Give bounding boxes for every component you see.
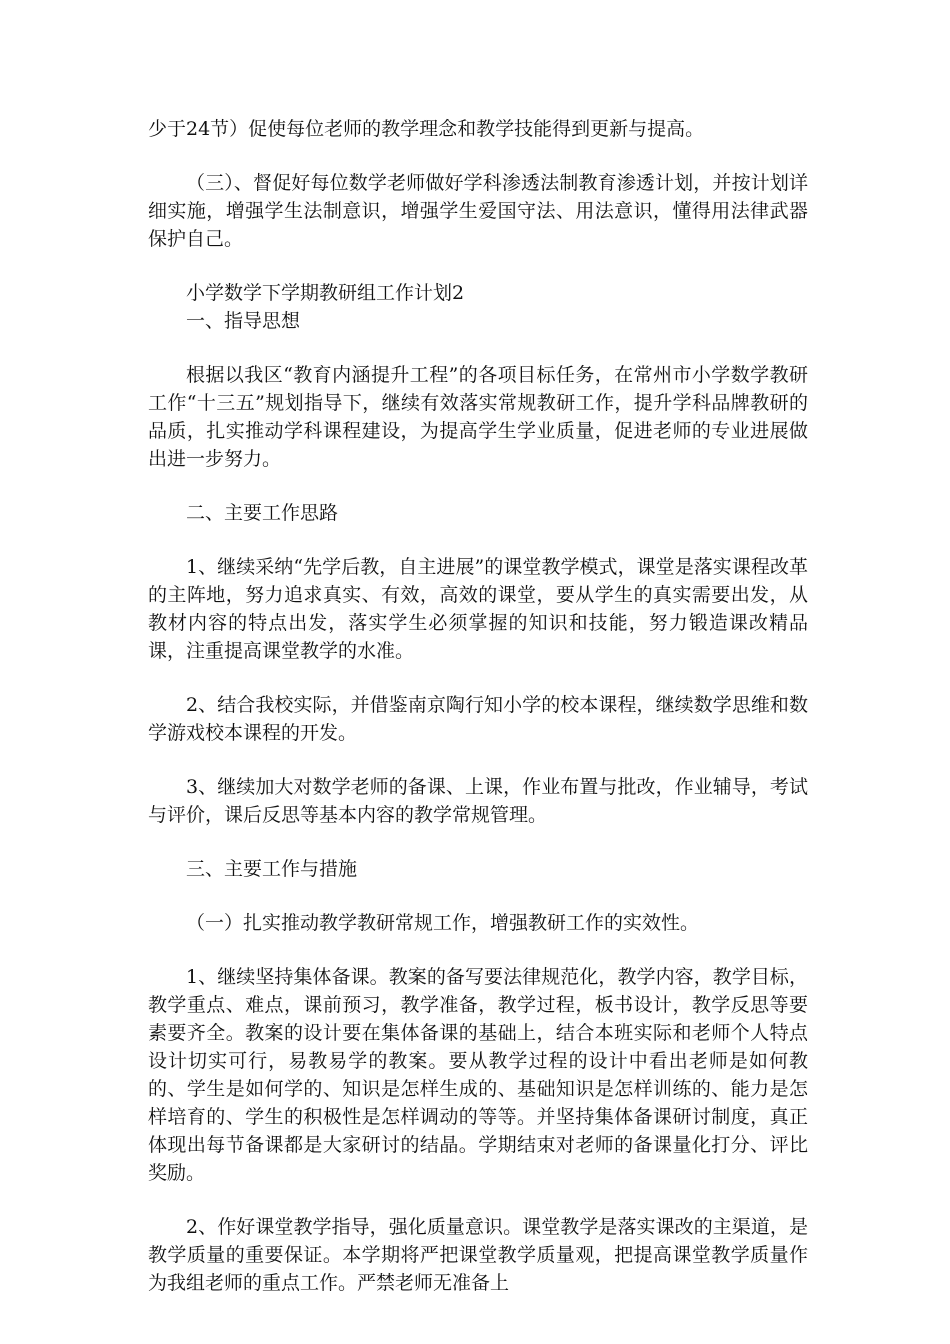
- paragraph-item-3: 3、继续加大对数学老师的备课、上课，作业布置与批改，作业辅导，考试与评价，课后反思等基本内容的教学常规管理。: [148, 776, 808, 826]
- paragraph-classroom-guidance: 2、作好课堂教学指导，强化质量意识。课堂教学是落实课改的主渠道，是教学质量的重要保证。本学期将严把课堂教学质量观，把提高课堂教学质量作为我组老师的重点工作。严禁老师无准备上: [148, 1216, 808, 1294]
- paragraph-continuation: 少于24节）促使每位老师的教学理念和教学技能得到更新与提高。: [148, 118, 705, 140]
- document-body: [148, 115, 808, 1297]
- paragraph-item-1: 1、继续采纳“先学后教，自主进展”的课堂教学模式，课堂是落实课程改革的主阵地，努力追求真实、有效，高效的课堂，要从学生的真实需要出发，从教材内容的特点出发，落实学生必须掌握的知识和技能，努力锻造课改精品课，注重提高课堂教学的水准。: [148, 556, 808, 662]
- heading-main-work: 三、主要工作与措施: [186, 858, 358, 880]
- paragraph-collective-lesson-prep: 1、继续坚持集体备课。教案的备写要法律规范化，教学内容，教学目标，教学重点、难点，课前预习，教学准备，教学过程，板书设计，教学反思等要素要齐全。教案的设计要在集体备课的基础上，结合本班实际和老师个人特点设计切实可行，易教易学的教案。要从教学过程的设计中看出老师是如何教的、学生是如何学的、知识是怎样生成的、基础知识是怎样训练的、能力是怎样培育的、学生的积极性是怎样调动的等等。并坚持集体备课研讨制度，真正体现出每节备课都是大家研讨的结晶。学期结束对老师的备课量化打分、评比奖励。: [148, 966, 808, 1184]
- subheading-routine-work: （一）扎实推动教学教研常规工作，增强教研工作的实效性。: [186, 912, 700, 934]
- paragraph-item-2: 2、结合我校实际，并借鉴南京陶行知小学的校本课程，继续数学思维和数学游戏校本课程的开发。: [148, 694, 808, 744]
- paragraph-guiding-ideology: 根据以我区“教育内涵提升工程”的各项目标任务，在常州市小学数学教研工作“十三五”规划指导下，继续有效落实常规教研工作，提升学科品牌教研的品质，扎实推动学科课程建设，为提高学生学业质量，促进老师的专业进展做出进一步努力。: [148, 364, 808, 470]
- paragraph-legal-education: （三）、督促好每位数学老师做好学科渗透法制教育渗透计划，并按计划详细实施，增强学生法制意识，增强学生爱国守法、用法意识，懂得用法律武器保护自己。: [148, 172, 808, 250]
- section-title: 小学数学下学期教研组工作计划2: [186, 282, 465, 304]
- heading-guiding-ideology: 一、指导思想: [186, 310, 301, 332]
- heading-main-ideas: 二、主要工作思路: [186, 502, 339, 524]
